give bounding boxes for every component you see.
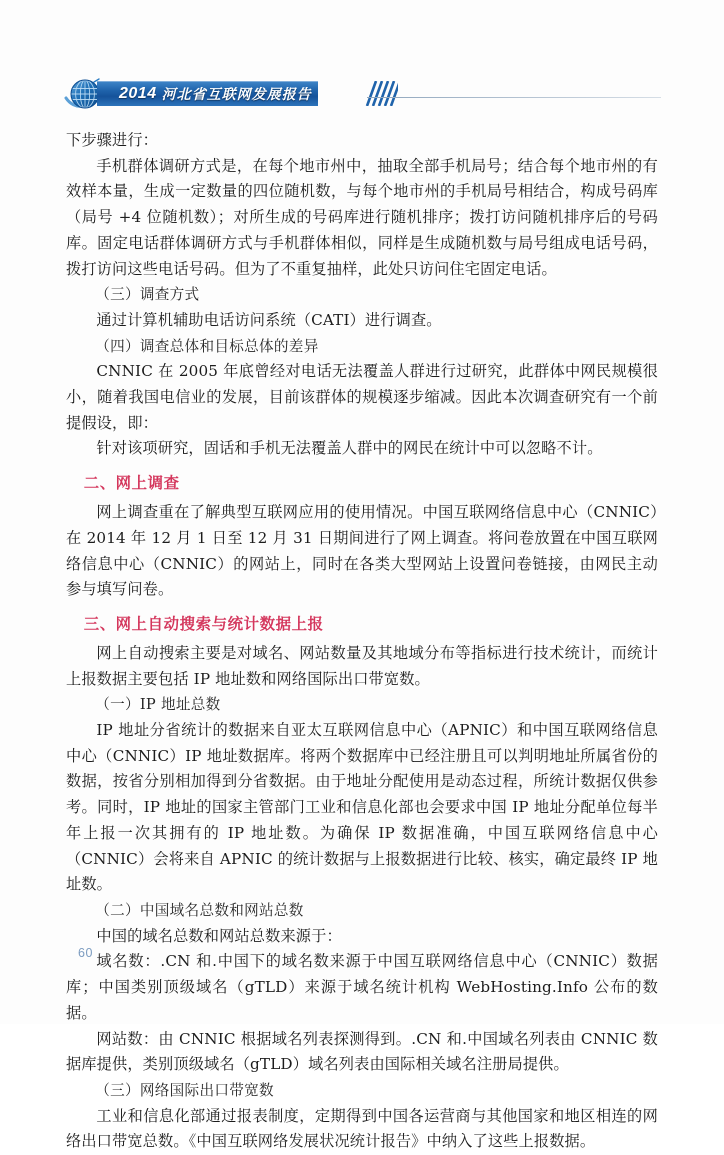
sub-heading: （三）网络国际出口带宽数 <box>95 1081 274 1099</box>
paragraph: 网上自动搜索主要是对域名、网站数量及其地域分布等指标进行技术统计，而统计上报数据主要包括 IP 地址数和网络国际出口带宽数。 <box>66 643 658 688</box>
paragraph: IP 地址分省统计的数据来自亚太互联网信息中心（APNIC）和中国互联网络信息中心（CNNIC）IP 地址数据库。将两个数据库中已经注册且可以判明地址所属省份的数据，按省分别相加得到分省数据。由于地址分配使用是动态过程，所统计数据仅供参考。同时，IP 地址的国家主管部门工业和信息化部也会要求中国 IP 地址分配单位每半年上报一次其拥有的 IP 地址数。为确保 IP 数据准确，中国互联网络信息中心（CNNIC）会将来自 APNIC 的统计数据与上报数据进行比较、核实，确定最终 IP 地址数。 <box>66 721 658 894</box>
running-header <box>64 72 664 116</box>
sub-heading: （四）调查总体和目标总体的差异 <box>95 337 319 355</box>
paragraph: 中国的域名总数和网站总数来源于： <box>96 926 342 945</box>
paragraph: CNNIC 在 2005 年底曾经对电话无法覆盖人群进行过研究，此群体中网民规模很小，随着我国电信业的发展，目前该群体的规模逐步缩减。因此本次调查研究有一个前提假设，即： <box>66 362 658 432</box>
header-banner-title: 河北省互联网发展报告 <box>161 86 312 103</box>
article-body <box>66 128 658 1155</box>
paragraph: 工业和信息化部通过报表制度，定期得到中国各运营商与其他国家和地区相连的网络出口带宽总数。《中国互联网络发展状况统计报告》中纳入了这些上报数据。 <box>66 1106 658 1151</box>
paragraph: 针对该项研究，固话和手机无法覆盖人群中的网民在统计中可以忽略不计。 <box>96 439 603 458</box>
sub-heading: （一）IP 地址总数 <box>95 696 221 714</box>
header-banner-year: 2014 <box>119 84 157 102</box>
section-heading: 三、网上自动搜索与统计数据上报 <box>83 614 324 633</box>
diagonal-stripes-icon <box>364 81 398 106</box>
page-number: 60 <box>78 946 93 960</box>
header-rule <box>367 97 661 98</box>
paragraph: 网站数：由 CNNIC 根据域名列表探测得到。.CN 和.中国域名列表由 CNNIC 数据库提供，类别顶级域名（gTLD）域名列表由国际相关域名注册局提供。 <box>66 1029 658 1074</box>
section-heading: 二、网上调查 <box>83 474 180 493</box>
paragraph: 手机群体调研方式是，在每个地市州中，抽取全部手机局号；结合每个地市州的有效样本量，生成一定数量的四位随机数，与每个地市州的手机局号相结合，构成号码库（局号 +4 位随机数）；对所生成的号码库进行随机排序；拨打访问随机排序后的号码库。固定电话群体调研方式与手机群体相似，同样是生成随机数与局号组成电话号码，拨打访问这些电话号码。但为了不重复抽样，此处只访问住宅固定电话。 <box>66 156 658 278</box>
paragraph: 域名数：.CN 和.中国下的域名数来源于中国互联网络信息中心（CNNIC）数据库；中国类别顶级域名（gTLD）来源于域名统计机构 WebHosting.Info 公布的数据。 <box>66 952 658 1022</box>
sub-heading: （三）调查方式 <box>95 286 200 304</box>
paragraph: 通过计算机辅助电话访问系统（CATI）进行调查。 <box>96 310 442 329</box>
paragraph: 下步骤进行： <box>66 131 159 149</box>
paragraph: 网上调查重在了解典型互联网应用的使用情况。中国互联网络信息中心（CNNIC）在 2014 年 12 月 1 日至 12 月 31 日期间进行了网上调查。将问卷放置在中国互联网络信息中心（CNNIC）的网站上，同时在各类大型网站上设置问卷链接，由网民主动参与填写问卷。 <box>66 503 658 599</box>
sub-heading: （二）中国域名总数和网站总数 <box>95 901 304 919</box>
header-banner <box>97 81 318 106</box>
